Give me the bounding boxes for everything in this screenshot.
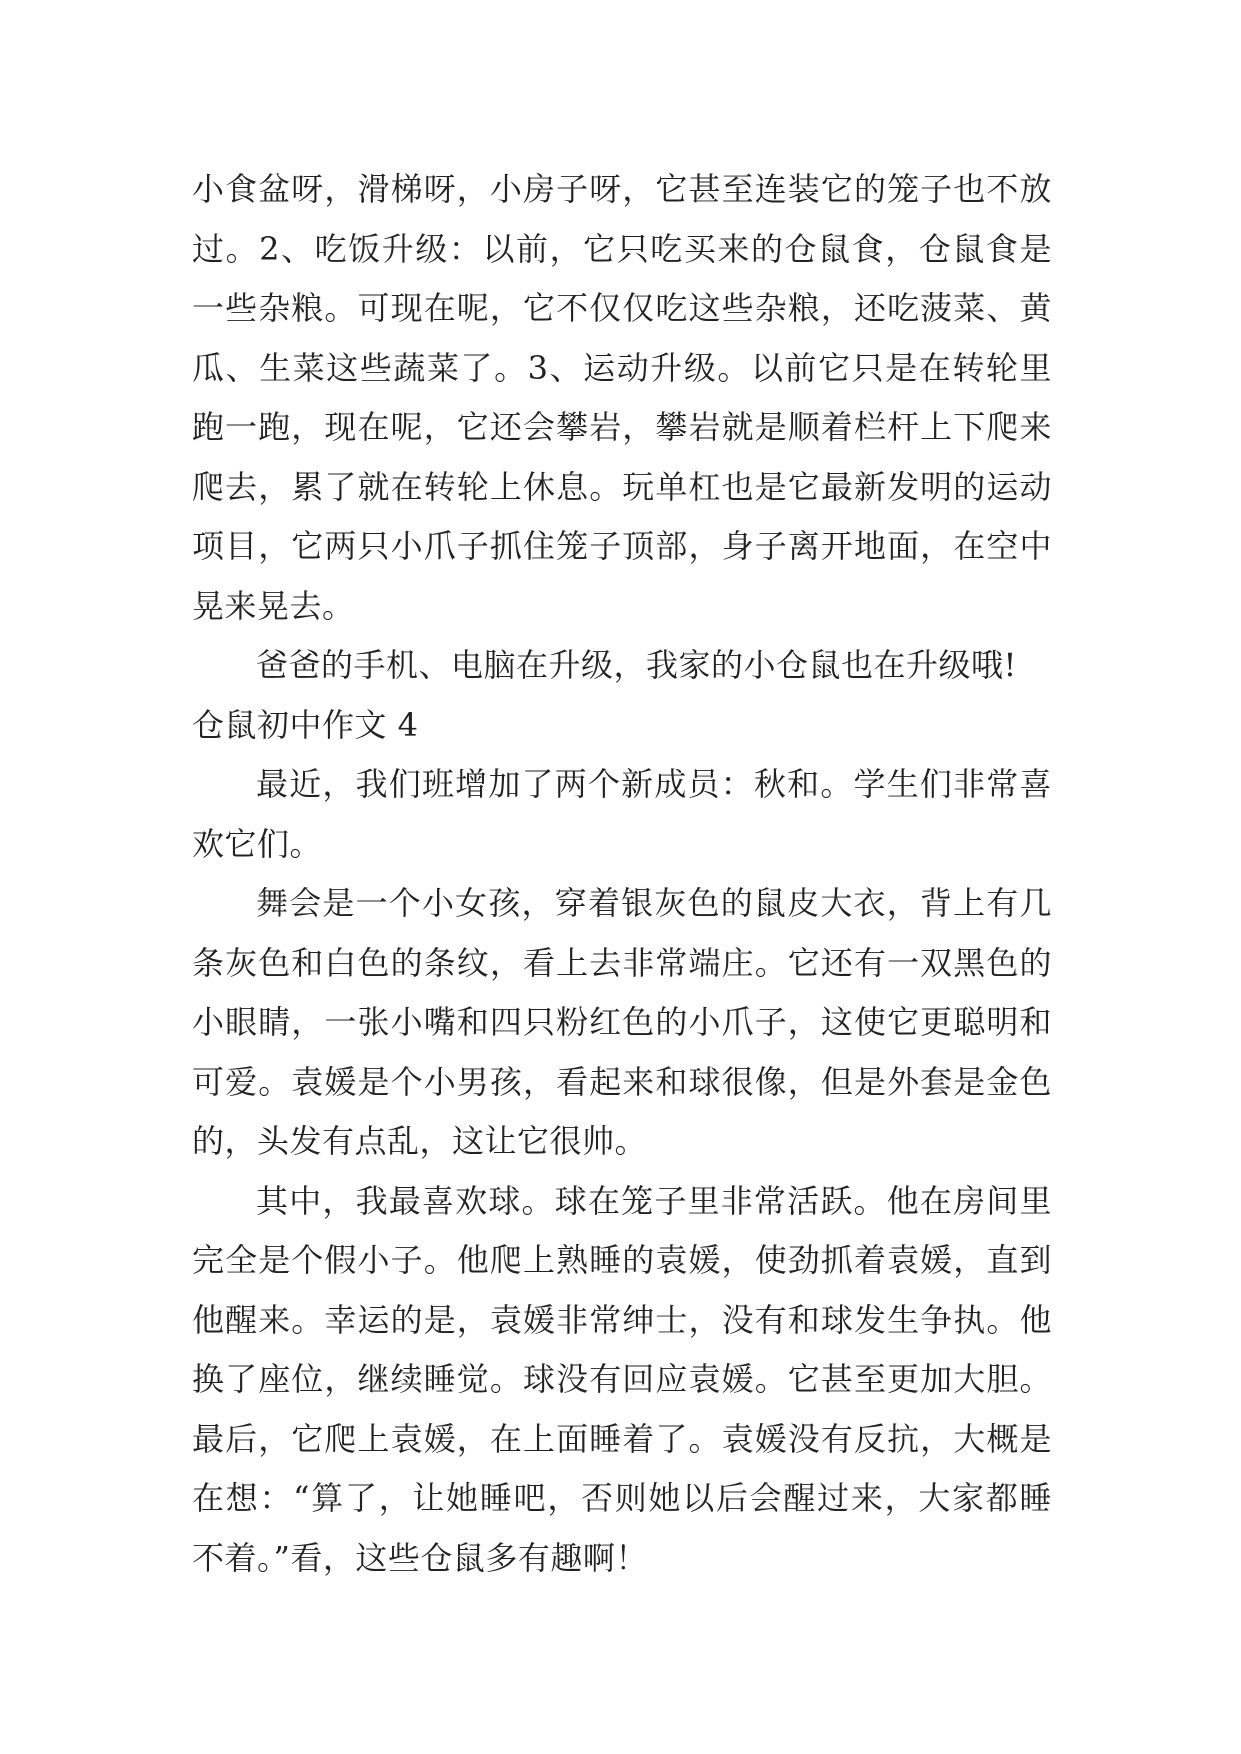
paragraph-favorite: 其中，我最喜欢球。球在笼子里非常活跃。他在房间里完全是个假小子。他爬上熟睡的袁媛，使劲抓着袁媛，直到他醒来。幸运的是，袁媛非常绅士，没有和球发生争执。他换了座位，继续睡觉。球没有回应袁媛。它甚至更加大胆。最后，它爬上袁媛，在上面睡着了。袁媛没有反抗，大概是在想：“算了，让她睡吧，否则她以后会醒过来，大家都睡不着。”看，这些仓鼠多有趣啊！: [192, 1181, 1052, 1577]
section-title: 仓鼠初中作文 4: [192, 705, 419, 744]
paragraph-descriptions: 舞会是一个小女孩，穿着银灰色的鼠皮大衣，背上有几条灰色和白色的条纹，看上去非常端庄。它还有一双黑色的小眼睛，一张小嘴和四只粉红色的小爪子，这使它更聪明和可爱。袁媛是个小男孩，看起来和球很像，但是外套是金色的，头发有点乱，这让它很帅。: [192, 884, 1052, 1160]
paragraph-hamster-upgrades: 小食盆呀，滑梯呀，小房子呀，它甚至连装它的笼子也不放过。2、吃饭升级：以前，它只吃买来的仓鼠食，仓鼠食是一些杂粮。可现在呢，它不仅仅吃这些杂粮，还吃菠菜、黄瓜、生菜这些蔬菜了。3、运动升级。以前它只是在转轮里跑一跑，现在呢，它还会攀岩，攀岩就是顺着栏杆上下爬来爬去，累了就在转轮上休息。玩单杠也是它最新发明的运动项目，它两只小爪子抓住笼子顶部，身子离开地面，在空中晃来晃去。: [192, 170, 1052, 625]
document-body: [192, 160, 1052, 1588]
paragraph-new-members: 最近，我们班增加了两个新成员：秋和。学生们非常喜欢它们。: [192, 765, 1052, 863]
paragraph-upgrade-summary: 爸爸的手机、电脑在升级，我家的小仓鼠也在升级哦!: [256, 646, 1017, 684]
